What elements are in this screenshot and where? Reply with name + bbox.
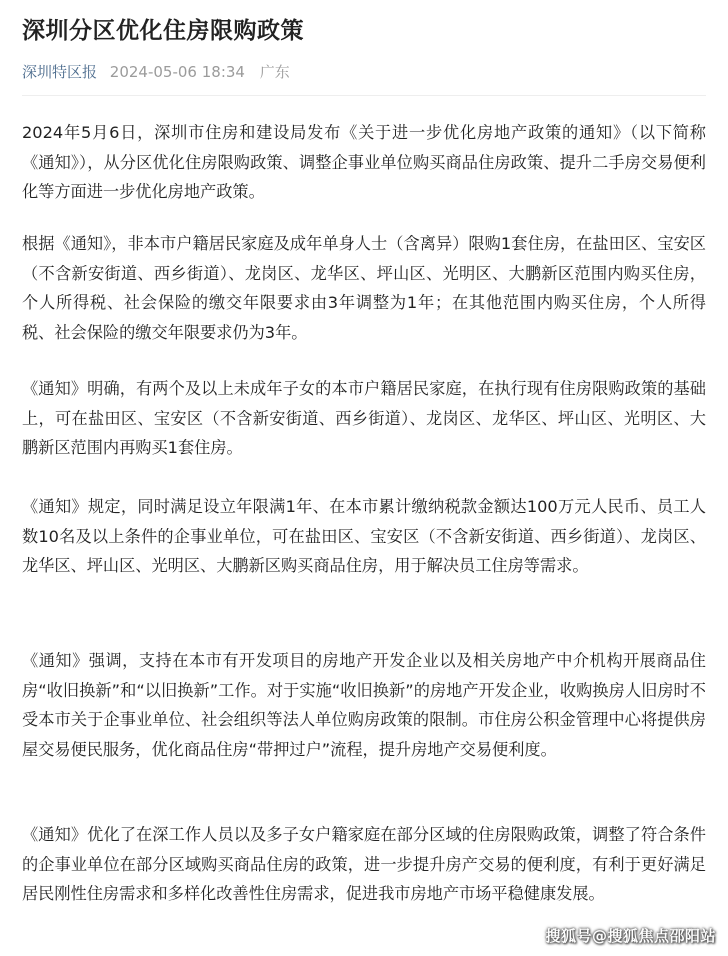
article-paragraph-3: 《通知》明确，有两个及以上未成年子女的本市户籍居民家庭，在执行现有住房限购政策的基础上，可在盐田区、宝安区（不含新安街道、西乡街道）、龙岗区、龙华区、坪山区、光明区、大鹏新区范围内再购买1套住房。 <box>22 379 706 457</box>
header-divider <box>22 95 706 96</box>
publish-datetime: 2024-05-06 18:34 <box>109 63 245 81</box>
article-title: 深圳分区优化住房限购政策 <box>22 18 304 44</box>
article-meta <box>22 60 290 84</box>
article-paragraph-1: 2024年5月6日，深圳市住房和建设局发布《关于进一步优化房地产政策的通知》（以下简称《通知》），从分区优化住房限购政策、调整企事业单位购买商品住房政策、提升二手房交易便利化等方面进一步优化房地产政策。 <box>22 123 706 201</box>
article-paragraph-4: 《通知》规定，同时满足设立年限满1年、在本市累计缴纳税款金额达100万元人民币、员工人数10名及以上条件的企事业单位，可在盐田区、宝安区（不含新安街道、西乡街道）、龙岗区、龙华区、坪山区、光明区、大鹏新区购买商品住房，用于解决员工住房等需求。 <box>22 497 706 575</box>
watermark: 搜狐号@搜狐焦点邵阳站 <box>545 927 716 945</box>
article-paragraph-2: 根据《通知》，非本市户籍居民家庭及成年单身人士（含离异）限购1套住房，在盐田区、宝安区（不含新安街道、西乡街道）、龙岗区、龙华区、坪山区、光明区、大鹏新区范围内购买住房，个人所得税、社会保险的缴交年限要求由3年调整为1年；在其他范围内购买住房，个人所得税、社会保险的缴交年限要求仍为3年。 <box>22 234 706 342</box>
article-paragraph-5: 《通知》强调，支持在本市有开发项目的房地产开发企业以及相关房地产中介机构开展商品住房“收旧换新”和“以旧换新”工作。对于实施“收旧换新”的房地产开发企业，收购换房人旧房时不受本市关于企事业单位、社会组织等法人单位购房政策的限制。市住房公积金管理中心将提供房屋交易便民服务，优化商品住房“带押过户”流程，提升房地产交易便利度。 <box>22 651 706 759</box>
publish-location: 广东 <box>259 63 290 81</box>
source-link[interactable]: 深圳特区报 <box>22 63 98 81</box>
article-paragraph-6: 《通知》优化了在深工作人员以及多子女户籍家庭在部分区域的住房限购政策，调整了符合条件的企事业单位在部分区域购买商品住房的政策，进一步提升房产交易的便利度，有利于更好满足居民刚性住房需求和多样化改善性住房需求，促进我市房地产市场平稳健康发展。 <box>22 825 706 903</box>
